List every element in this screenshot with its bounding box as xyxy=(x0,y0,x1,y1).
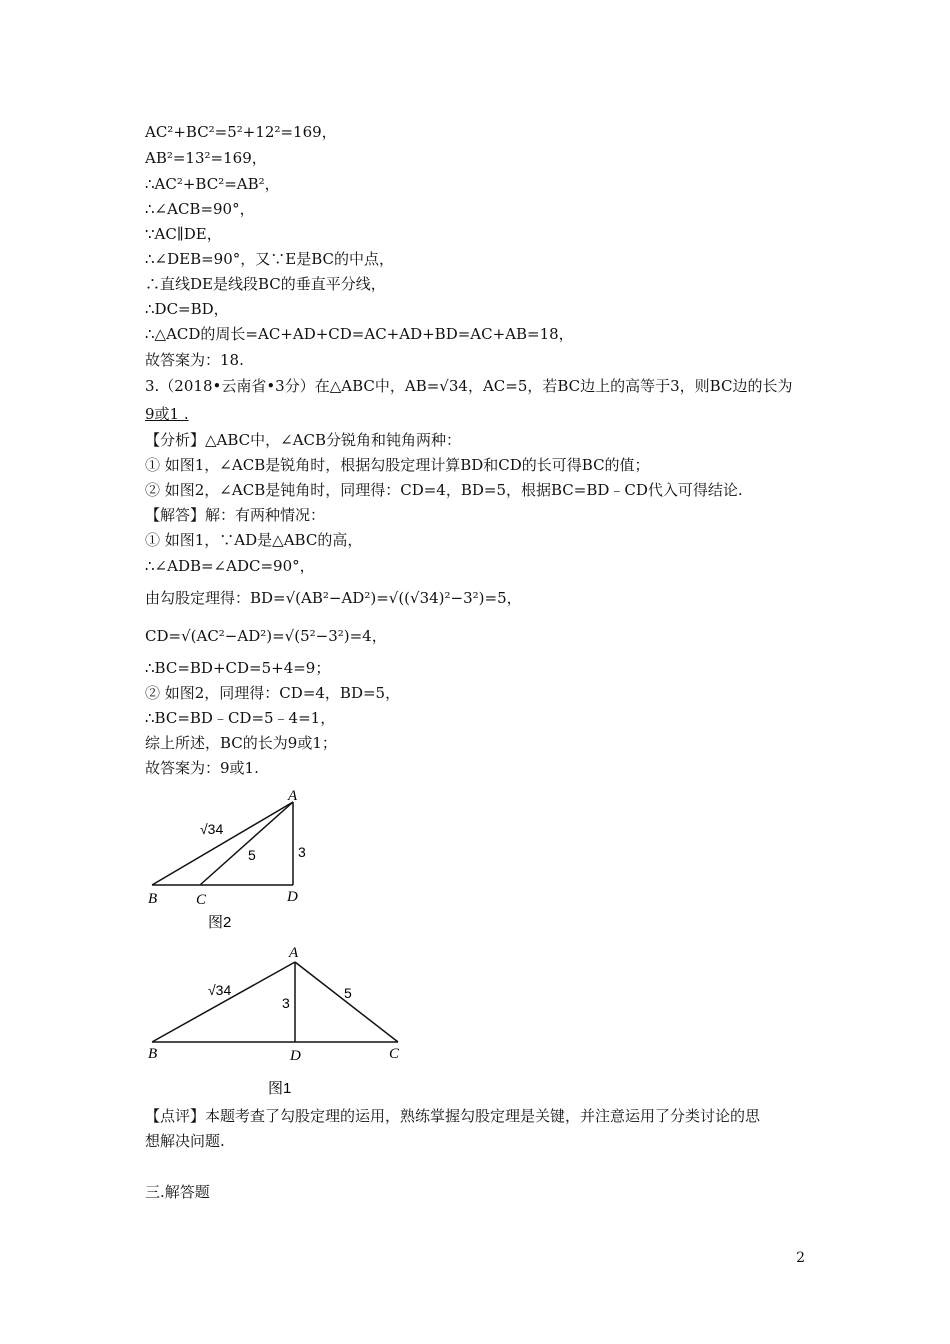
text-line: 综上所述，BC的长为9或1； xyxy=(145,734,337,752)
text-line: ∴直线DE是线段BC的垂直平分线， xyxy=(145,275,386,293)
comment-line: 【点评】本题考查了勾股定理的运用，熟练掌握勾股定理是关键，并注意运用了分类讨论的思 xyxy=(145,1107,761,1125)
text-line: 故答案为：9或1. xyxy=(145,759,259,777)
text-line: ∴BC=BD+CD=5+4=9； xyxy=(145,659,331,677)
text-line: ∴△ACD的周长=AC+AD+CD=AC+AD+BD=AC+AB=18， xyxy=(145,325,574,343)
text-line: ∴∠DEB=90°，又∵E是BC的中点， xyxy=(145,250,394,268)
text-line: ① 如图1，∵AD是△ABC的高， xyxy=(145,531,363,549)
side-ac-label: 5 xyxy=(344,985,352,1001)
text-line: ② 如图2，同理得：CD=4，BD=5， xyxy=(145,684,401,702)
text-line: ∴AC²+BC²=AB²， xyxy=(145,175,280,193)
section-heading: 三.解答题 xyxy=(145,1183,210,1201)
text-line: ∴∠ACB=90°， xyxy=(145,200,255,218)
formula-bd: 由勾股定理得：BD=√(AB²−AD²)=√((√34)²−3²)=5， xyxy=(145,589,522,607)
comment-line: 想解决问题. xyxy=(145,1132,225,1150)
side-ab-label: √34 xyxy=(208,982,232,998)
text-line: AC²+BC²=5²+12²=169， xyxy=(145,123,337,141)
triangle-figure-2 xyxy=(140,782,320,932)
point-b-label: B xyxy=(148,1046,158,1062)
triangle-figure-1 xyxy=(140,940,415,1100)
side-ad-label: 3 xyxy=(298,844,306,860)
point-a-label: A xyxy=(289,945,299,961)
text-line: ① 如图1，∠ACB是锐角时，根据勾股定理计算BD和CD的长可得BC的值； xyxy=(145,456,650,474)
text-line: 故答案为：18. xyxy=(145,351,244,369)
figure-2 xyxy=(140,782,320,932)
point-b-label: B xyxy=(148,891,158,907)
text-line: AB²=13²=169， xyxy=(145,149,267,167)
point-a-label: A xyxy=(288,788,298,804)
side-ac-label: 5 xyxy=(248,847,256,863)
point-c-label: C xyxy=(389,1046,400,1062)
figure-caption: 图1 xyxy=(268,1080,292,1097)
point-d-label: D xyxy=(287,889,298,905)
page-number: 2 xyxy=(796,1250,805,1266)
analysis-heading: 【分析】△ABC中，∠ACB分锐角和钝角两种： xyxy=(145,431,462,449)
solution-heading: 【解答】解：有两种情况： xyxy=(145,506,326,524)
point-c-label: C xyxy=(196,892,207,908)
side-ab-label: √34 xyxy=(200,821,224,837)
text-line: ∴BC=BD﹣CD=5﹣4=1， xyxy=(145,709,336,727)
formula-cd: CD=√(AC²−AD²)=√(5²−3²)=4， xyxy=(145,627,387,645)
side-ad-label: 3 xyxy=(282,995,290,1011)
text-line: ∴∠ADB=∠ADC=90°， xyxy=(145,557,315,575)
text-line: ∴DC=BD， xyxy=(145,300,229,318)
question-3-answer: 9或1 . xyxy=(145,405,189,423)
figure-1 xyxy=(140,940,415,1100)
figure-caption: 图2 xyxy=(208,914,232,931)
question-3: 3.（2018•云南省•3分）在△ABC中，AB=√34，AC=5，若BC边上的高等于3，则BC边的长为 xyxy=(145,377,793,395)
point-d-label: D xyxy=(290,1048,301,1064)
text-line: ∵AC∥DE， xyxy=(145,225,222,243)
text-line: ② 如图2，∠ACB是钝角时，同理得：CD=4，BD=5，根据BC=BD﹣CD代入可得结论. xyxy=(145,481,743,499)
